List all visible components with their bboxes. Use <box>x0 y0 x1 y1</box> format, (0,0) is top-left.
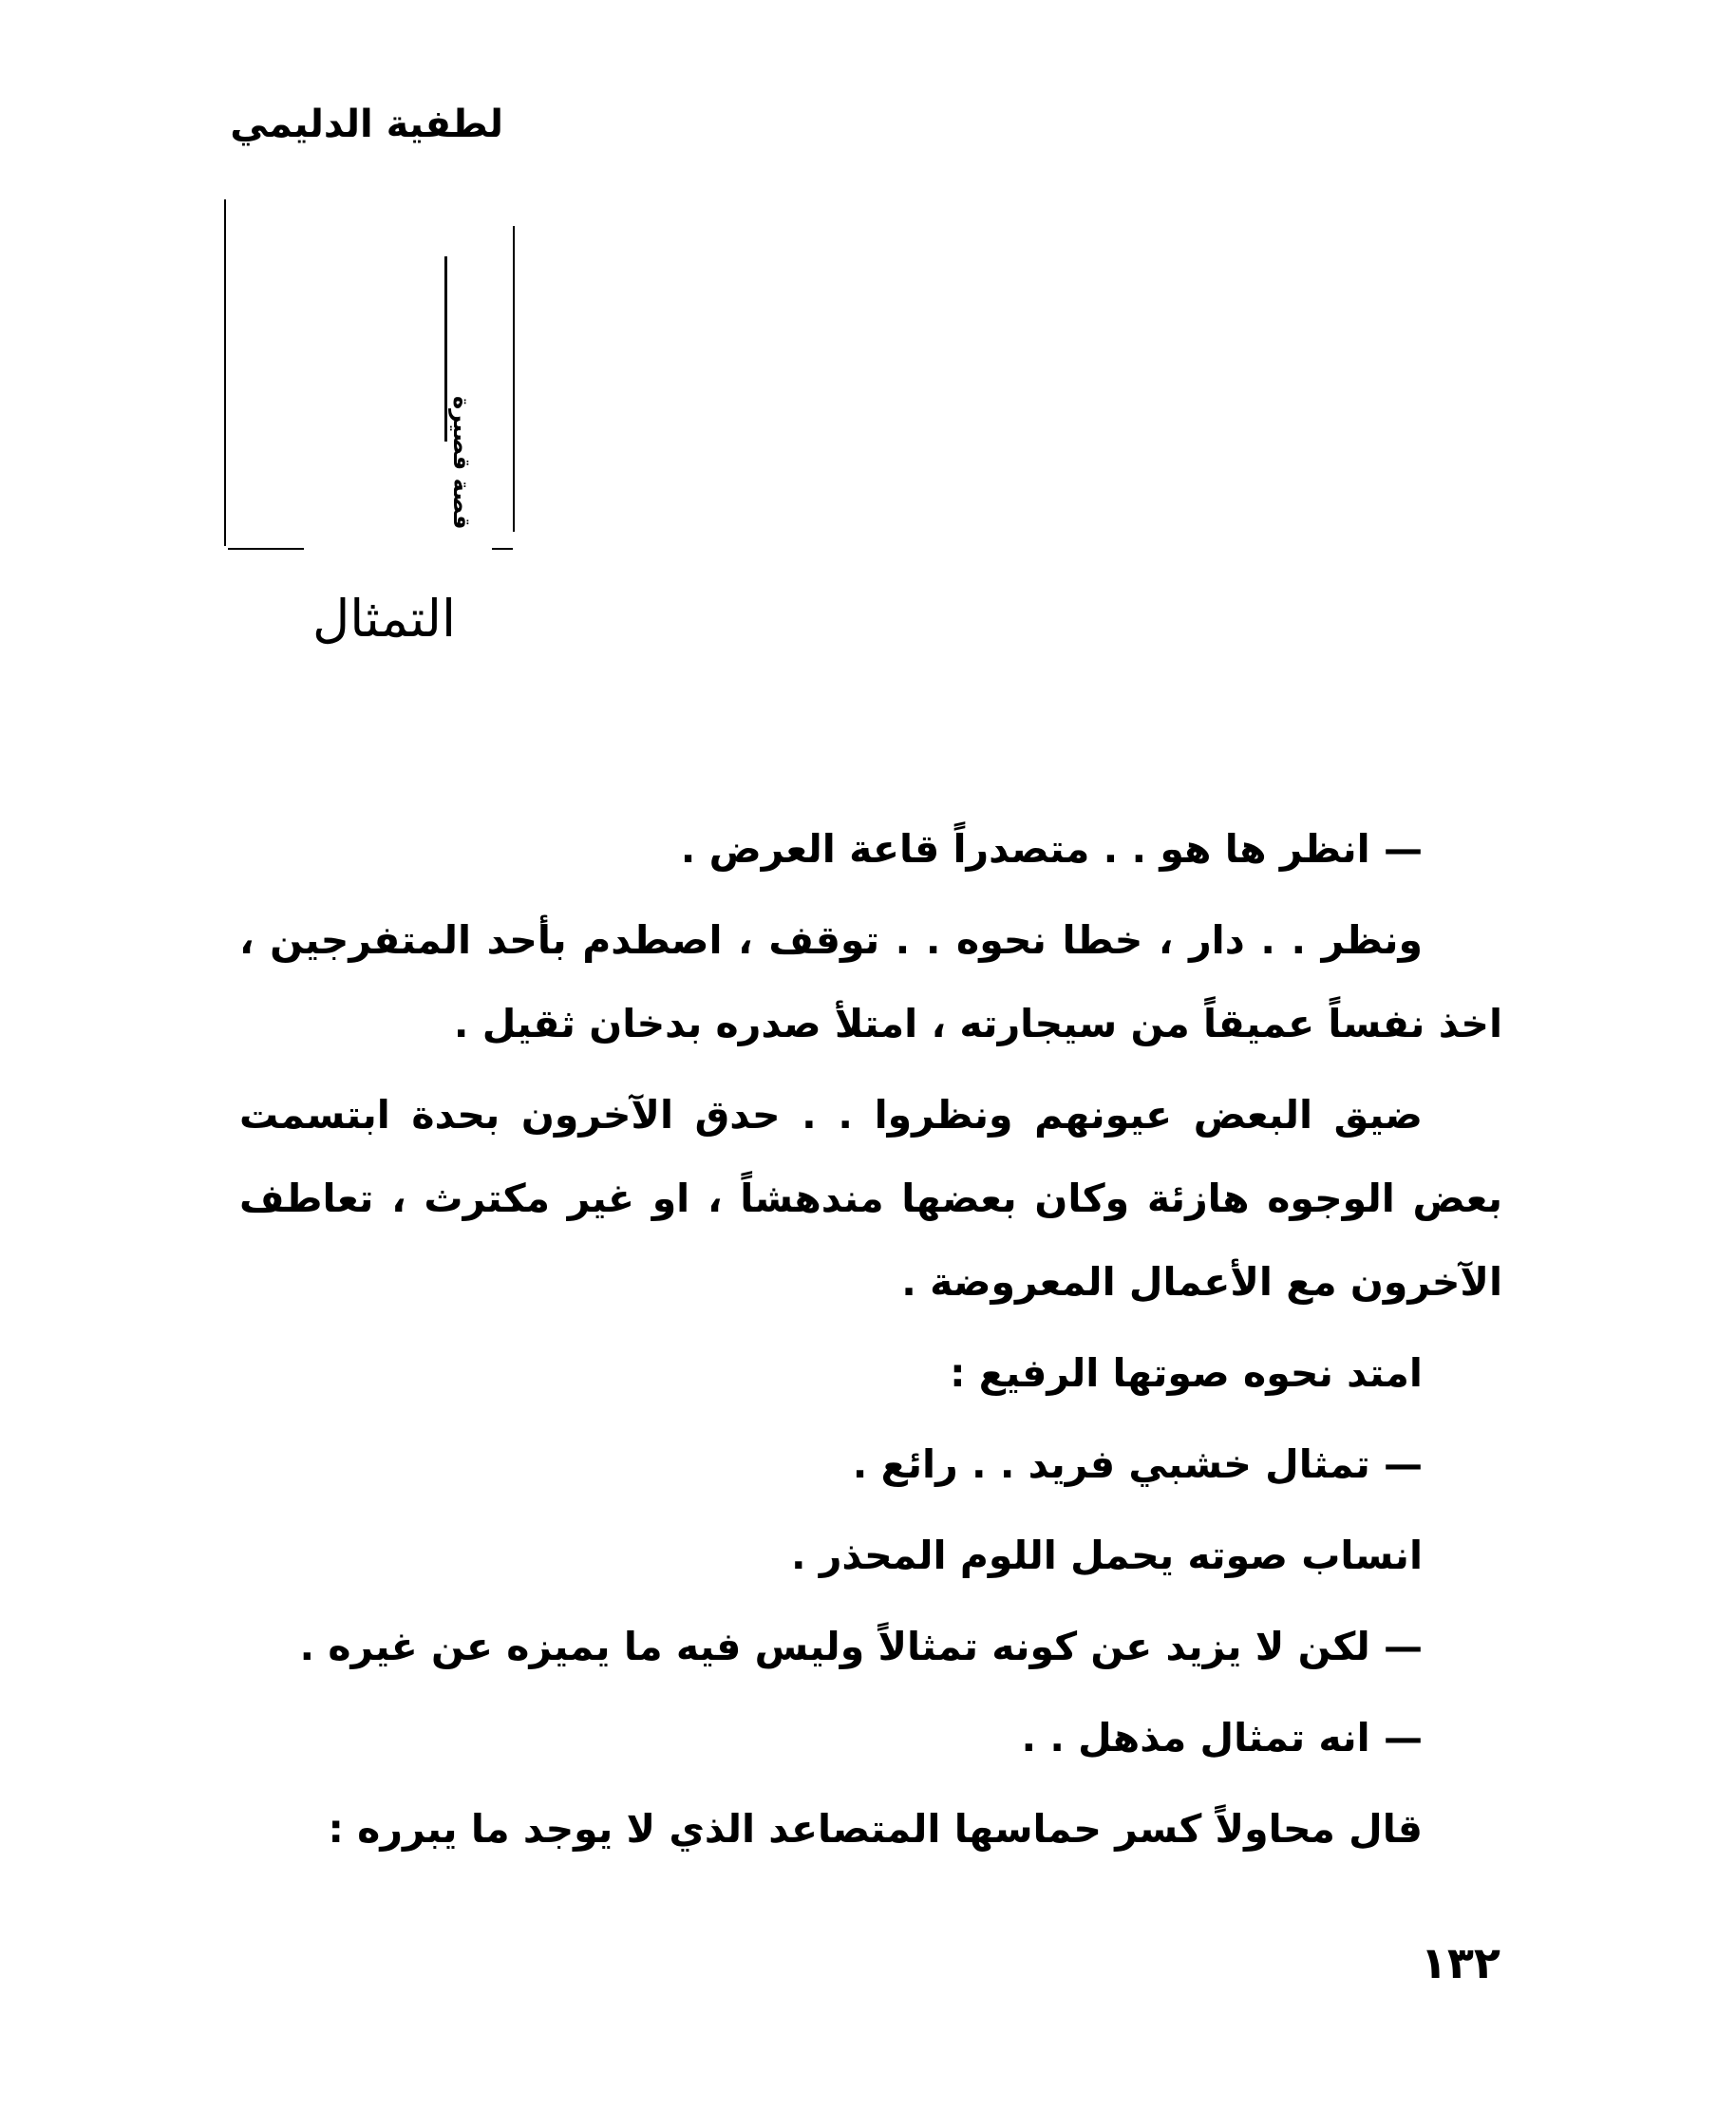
paragraph-3: ضيق البعض عيونهم ونظروا . . حدق الآخرون بحدة ابتسمت بعض الوجوه هازئة وكان بعضها مندهشاً ، او غير مكترث ، تعاطف الآخرون مع الأعمال المعروضة . <box>239 1092 1502 1305</box>
paragraph-1: — انظر ها هو . . متصدراً قاعة العرض . <box>680 826 1423 872</box>
paragraph-5: — تمثال خشبي فريد . . رائع . <box>852 1441 1423 1487</box>
category-label: قصة قصيرة <box>448 396 475 530</box>
category-rule <box>444 256 447 442</box>
title-frame-left-border <box>224 199 226 546</box>
paragraph-2: ونظر . . دار ، خطا نحوه . . توقف ، اصطدم بأحد المتفرجين ، اخذ نفساً عميقاً من سيجارته ، امتلأ صدره بدخان ثقيل . <box>239 917 1502 1046</box>
paragraph-7: — لكن لا يزيد عن كونه تمثالاً وليس فيه ما يميزه عن غيره . <box>299 1624 1423 1669</box>
title-frame-right-border <box>513 226 515 532</box>
title-frame-bottom-right <box>492 548 513 550</box>
paragraph-4: امتد نحوه صوتها الرفيع : <box>950 1350 1423 1396</box>
story-body <box>239 807 1502 1878</box>
paragraph-9: قال محاولاً كسر حماسها المتصاعد الذي لا يوجد ما يبرره : <box>328 1806 1423 1852</box>
page-number: ١٣٢ <box>1420 1937 1500 1988</box>
title-frame-bottom-left <box>228 548 304 550</box>
paragraph-6: انساب صوته يحمل اللوم المحذر . <box>790 1533 1423 1578</box>
story-title: التمثال <box>312 589 456 649</box>
author-name: لطفية الدليمي <box>230 103 503 146</box>
paragraph-8: — انه تمثال مذهل . . <box>1021 1715 1423 1760</box>
